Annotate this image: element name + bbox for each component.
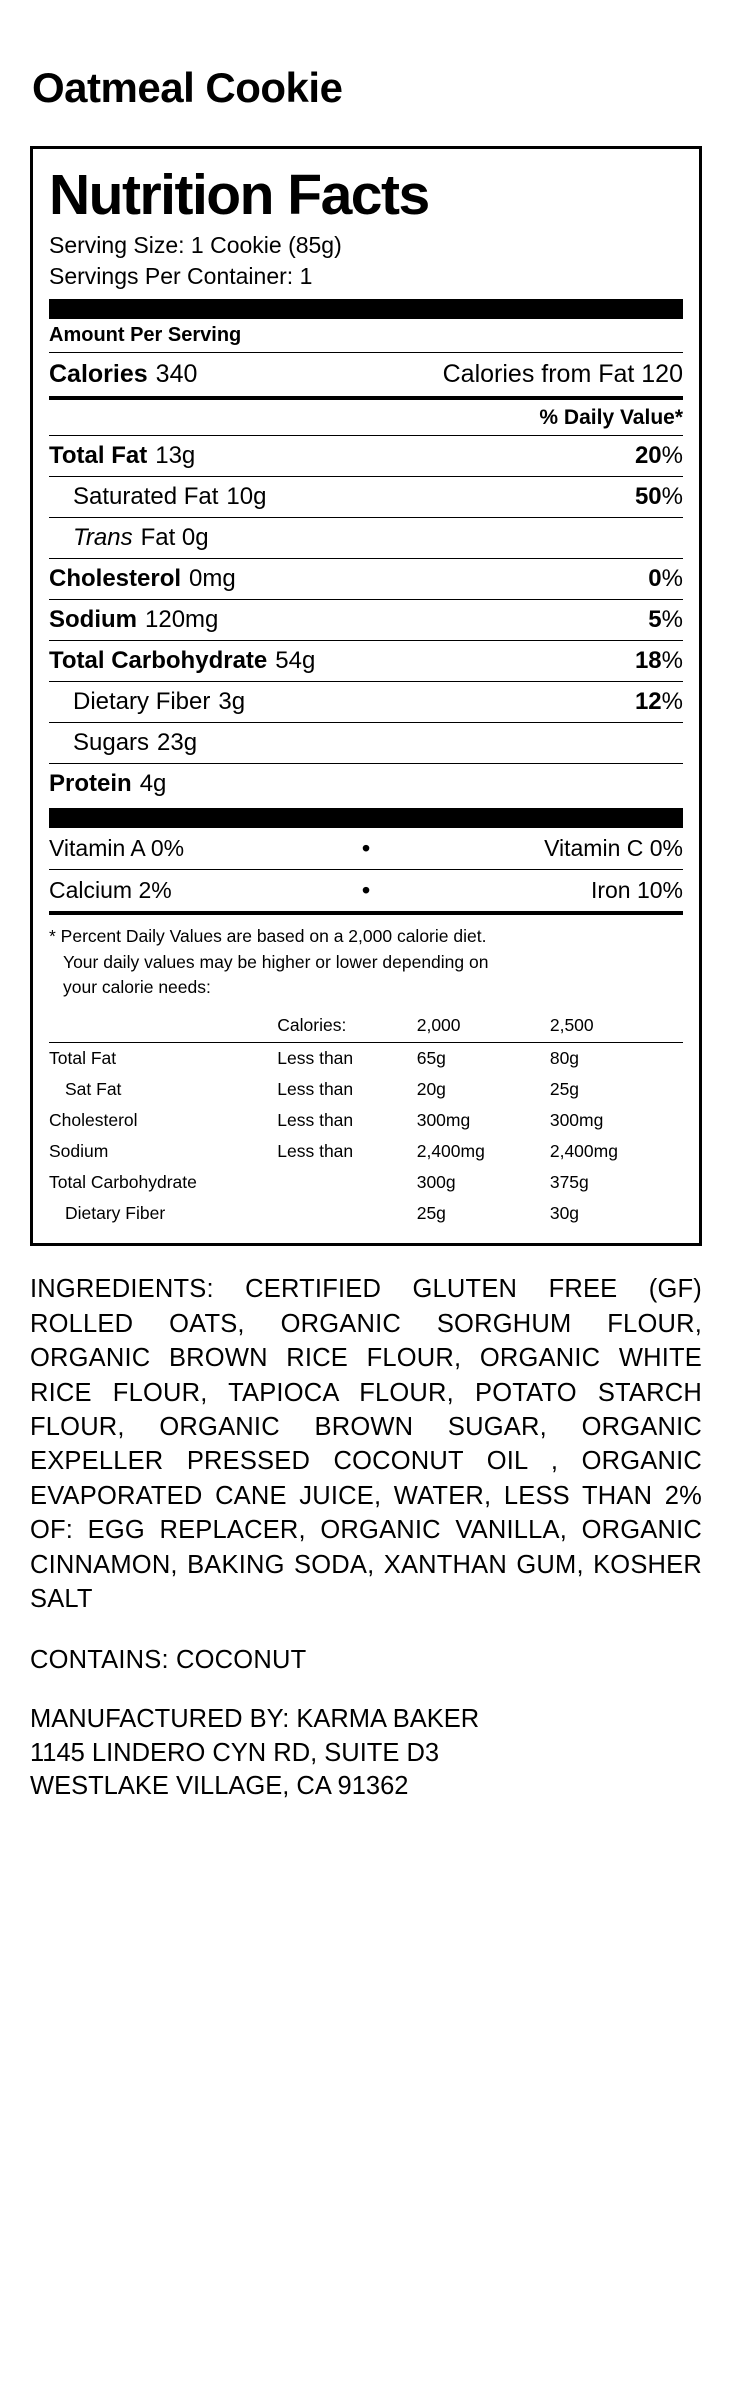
dv-header-calories: Calories: — [277, 1015, 347, 1036]
daily-value-header: % Daily Value* — [49, 400, 683, 436]
nutrient-value: 54g — [275, 647, 316, 675]
table-row — [49, 1074, 683, 1105]
nutrient-row — [49, 764, 683, 804]
nutrient-value: 120mg — [145, 606, 219, 634]
nutrient-value: 4g — [139, 770, 167, 798]
manufacturer-city: WESTLAKE VILLAGE, CA 91362 — [30, 1772, 409, 1801]
table-row — [49, 1105, 683, 1136]
table-row — [49, 1136, 683, 1167]
dv-header-blank — [49, 1010, 277, 1043]
footnote-line-2: Your daily values may be higher or lower depending on — [63, 951, 489, 972]
nutrient-label: Total Fat — [49, 442, 148, 470]
nutrient-row — [49, 559, 683, 600]
separator-dot: • — [361, 835, 371, 862]
nutrient-label: Sodium — [49, 606, 137, 634]
vitamin-c: Vitamin C 0% — [544, 835, 683, 862]
nutrient-row — [49, 436, 683, 477]
nutrient-dv: 0% — [648, 565, 683, 593]
iron: Iron 10% — [590, 877, 683, 904]
table-row — [49, 1043, 683, 1075]
nutrient-value: 10g — [226, 483, 267, 511]
dv-qualifier — [277, 1198, 416, 1229]
nutrient-value: 0mg — [189, 565, 236, 593]
dv-qualifier: Less than — [277, 1141, 354, 1162]
dv-2500: 30g — [549, 1203, 580, 1224]
nutrient-label: Protein — [49, 770, 132, 798]
dv-qualifier: Less than — [277, 1079, 354, 1100]
dv-header-2500: 2,500 — [549, 1015, 594, 1036]
nutrient-dv: 50% — [634, 483, 683, 511]
nutrient-value: 13g — [155, 442, 196, 470]
dv-2500: 375g — [549, 1172, 589, 1193]
calcium: Calcium 2% — [49, 877, 172, 904]
calories-label: Calories — [49, 360, 148, 389]
nutrient-label: Saturated Fat — [73, 483, 219, 511]
nutrient-label: Cholesterol — [49, 565, 182, 593]
nutrient-dv: 12% — [634, 688, 683, 716]
nutrient-label: Sugars — [73, 729, 150, 757]
manufacturer-section — [30, 1703, 702, 1804]
dv-nutrient: Cholesterol — [49, 1110, 138, 1131]
dv-2000: 65g — [417, 1043, 550, 1075]
dv-qualifier: Less than — [277, 1110, 354, 1131]
nutrient-label: Trans — [73, 524, 133, 552]
manufacturer-name: MANUFACTURED BY: KARMA BAKER — [30, 1704, 480, 1733]
nutrient-row — [49, 682, 683, 723]
servings-per-container: Servings Per Container: 1 — [49, 262, 313, 289]
daily-value-footnote — [49, 915, 683, 1006]
ingredients-section — [30, 1272, 702, 1677]
nutrient-row — [49, 600, 683, 641]
separator-dot: • — [361, 877, 371, 904]
dv-nutrient: Sat Fat — [65, 1079, 122, 1100]
nutrient-dv: 20% — [634, 442, 683, 470]
footnote-line-1: * Percent Daily Values are based on a 2,000 calorie diet. — [49, 926, 487, 947]
dv-2500: 25g — [549, 1079, 580, 1100]
dv-qualifier — [277, 1167, 416, 1198]
nutrition-facts-heading: Nutrition Facts — [49, 163, 429, 227]
contains-statement: CONTAINS: COCONUT — [30, 1645, 307, 1674]
daily-value-table — [49, 1010, 683, 1229]
dv-2500: 300mg — [549, 1110, 604, 1131]
nutrient-row — [49, 518, 683, 559]
nutrient-value: 23g — [157, 729, 198, 757]
divider-thick-bottom — [49, 808, 683, 828]
dv-nutrient: Dietary Fiber — [65, 1203, 166, 1224]
nutrient-dv: 5% — [648, 606, 683, 634]
ingredients-text: INGREDIENTS: CERTIFIED GLUTEN FREE (GF) ROLLED OATS, ORGANIC SORGHUM FLOUR, ORGANIC BROWN RICE FLOUR, ORGANIC WHITE RICE FLOUR, TAPIOCA FLOUR, POTATO STARCH FLOUR, ORGANIC BROWN SUGAR, ORGANIC EXPELLER PRESSED COCONUT OIL , ORGANIC EVAPORATED CANE JUICE, WATER, LESS THAN 2% OF: EGG REPLACER, ORGANIC VANILLA, ORGANIC CINNAMON, BAKING SODA, XANTHAN GUM, KOSHER SALT — [30, 1275, 702, 1614]
dv-nutrient: Total Carbohydrate — [49, 1172, 197, 1193]
dv-nutrient: Total Fat — [49, 1043, 277, 1075]
page-title: Oatmeal Cookie — [32, 64, 343, 111]
nutrient-value: Fat 0g — [140, 524, 209, 552]
dv-header-2000: 2,000 — [416, 1015, 461, 1036]
serving-size: Serving Size: 1 Cookie (85g) — [49, 232, 342, 258]
vitamin-a: Vitamin A 0% — [49, 835, 185, 862]
dv-2500: 2,400mg — [549, 1141, 618, 1162]
table-row — [49, 1167, 683, 1198]
dv-2000: 25g — [416, 1203, 446, 1224]
divider-thick-top — [49, 299, 683, 319]
manufacturer-street: 1145 LINDERO CYN RD, SUITE D3 — [30, 1738, 440, 1767]
calories-value: 340 — [155, 360, 198, 389]
calories-from-fat: Calories from Fat 120 — [442, 360, 683, 389]
vitamins-section — [49, 828, 683, 915]
footnote-line-3: your calorie needs: — [63, 976, 211, 997]
dv-qualifier: Less than — [277, 1043, 416, 1075]
nutrient-row — [49, 723, 683, 764]
table-header-row — [49, 1010, 683, 1043]
vitamin-row — [49, 828, 683, 870]
nutrient-label: Total Carbohydrate — [49, 647, 268, 675]
dv-2000: 2,400mg — [416, 1141, 485, 1162]
nutrition-facts-panel — [30, 146, 702, 1246]
nutrient-row — [49, 477, 683, 518]
nutrient-row — [49, 641, 683, 682]
dv-2000: 20g — [416, 1079, 446, 1100]
table-row — [49, 1198, 683, 1229]
calories-row — [49, 353, 683, 400]
vitamin-row — [49, 870, 683, 915]
dv-2000: 300mg — [416, 1110, 471, 1131]
dv-2000: 300g — [416, 1172, 456, 1193]
dv-nutrient: Sodium — [49, 1141, 109, 1162]
dv-2500: 80g — [550, 1043, 683, 1075]
amount-per-serving-label: Amount Per Serving — [49, 319, 683, 353]
nutrient-dv: 18% — [634, 647, 683, 675]
nutrient-label: Dietary Fiber — [73, 688, 211, 716]
nutrient-value: 3g — [218, 688, 246, 716]
